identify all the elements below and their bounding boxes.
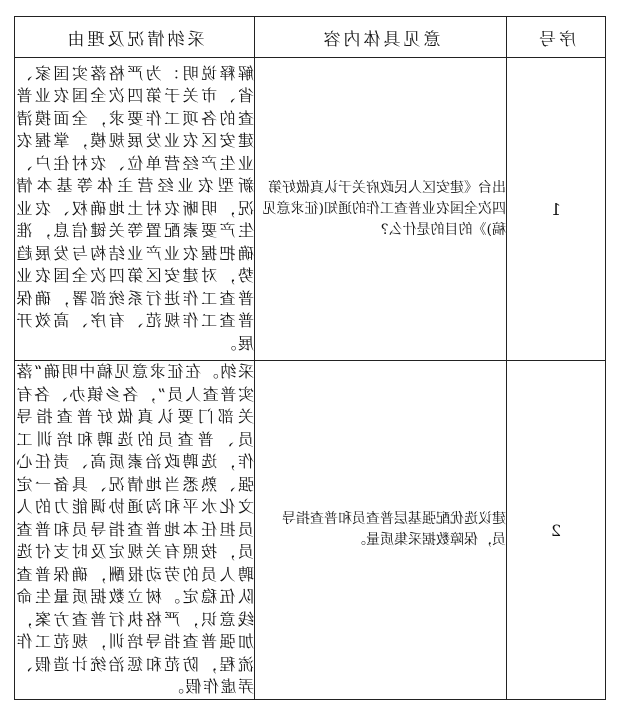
opinion-content-text: 建议选优配强基层普查员和普查指导员，保障数据采集质量。 — [282, 511, 506, 548]
adoption-reason-cell — [15, 58, 255, 361]
table-header-row — [15, 17, 606, 58]
header-adoption-reason: 采纳情况及理由 — [15, 17, 255, 58]
adoption-reason-text: 解释说明：为严格落实国家、省、市关于第四次全国农业普查的各项工作要求，全面摸清建安区农业发展规模，掌握农业生产经营单位、农村住户、新型农业经营主体等基本情况，明晰农村土地确权、农业生产要素配置等关键信息，准确把握农业产业结构与发展趋势，对建安区第四次全国农业普查工作进行系统部署，确保普查工作规范、有序、高效开展。 — [15, 63, 254, 353]
adoption-reason-text: 采纳。在征求意见稿中明确“落实普查人员”，各乡镇办、各有关部门要认真做好普查指导员、普查员的选聘和培训工作，选聘政治素质高、责任心强、熟悉当地情况、具备一定文化水平和沟通协调能力的人员担任本地普查指导员和普查员，按照有关规定及时支付选聘人员的劳动报酬，确保普查队伍稳定。树立数据质量生命线意识，严格执行普查方案，加强普查指导培训，规范工作流程，防范和惩治统计造假、弄虚作假。 — [15, 362, 254, 697]
serial-no-cell: 2 — [507, 361, 606, 700]
header-opinion-content: 意见具体内容 — [255, 17, 507, 58]
feedback-table — [14, 16, 606, 700]
table-row — [15, 361, 606, 700]
table-row — [15, 58, 606, 361]
opinion-content-cell — [255, 361, 507, 700]
opinion-content-cell — [255, 58, 507, 361]
serial-no-cell: 1 — [507, 58, 606, 361]
header-serial-no: 序号 — [507, 17, 606, 58]
opinion-content-text: 出台《建安区人民政府关于认真做好第四次全国农业普查工作的通知(征求意见稿)》的目的是什么? — [262, 179, 506, 238]
adoption-reason-cell — [15, 361, 255, 700]
